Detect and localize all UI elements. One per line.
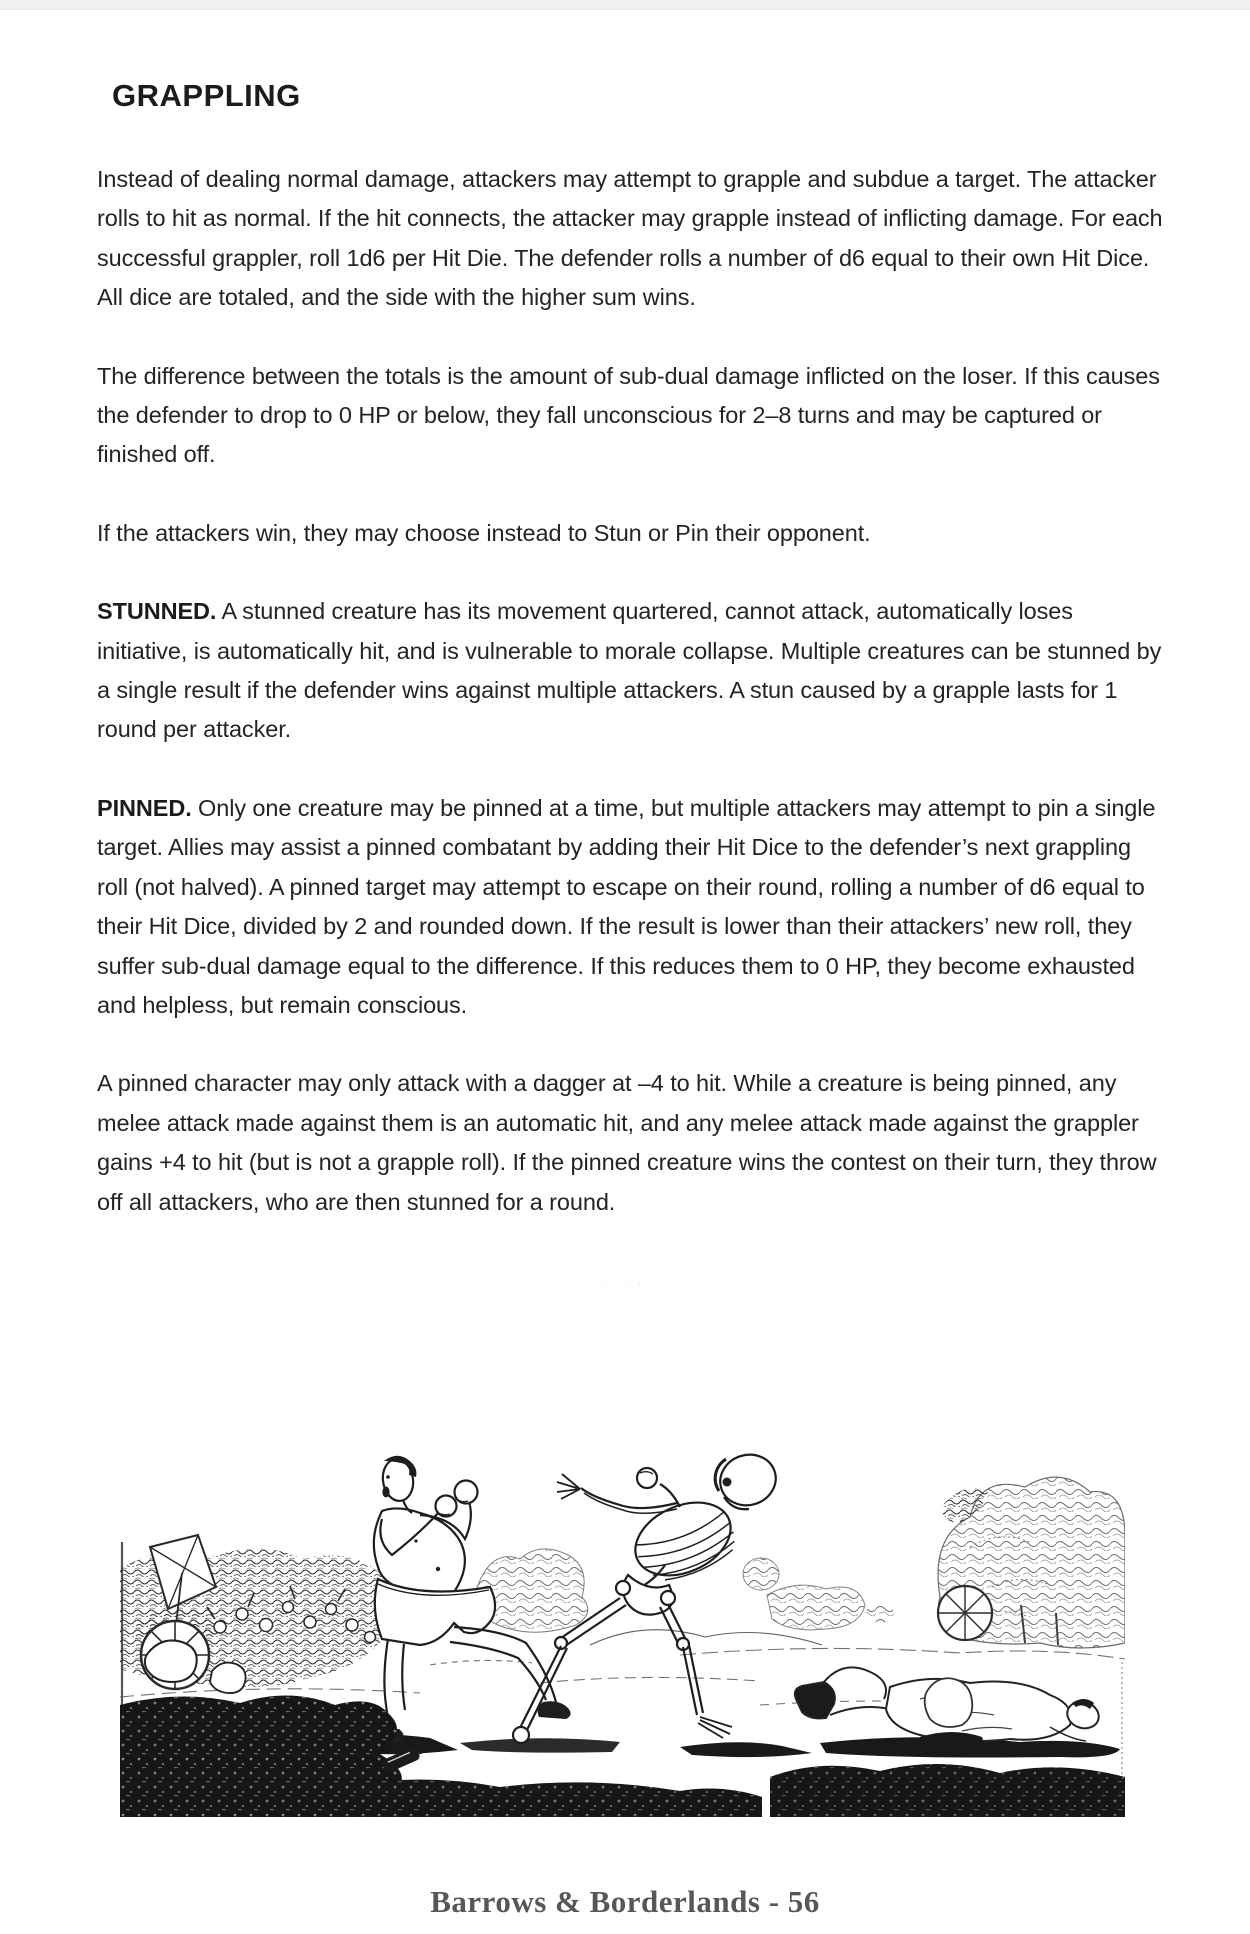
- rock-right: [925, 1678, 973, 1727]
- paragraph-grapple-intro: [97, 160, 1163, 318]
- skeleton-front-foot: [513, 1727, 529, 1743]
- paragraph-text: A stunned creature has its movement quartered, cannot attack, automatically loses initiative, is automatically hit, and is vulnerable to morale collapse. Multiple creatures can be stunned by a single result if the defender wins against multiple attackers. A stun caused by a grapple lasts for 1 round per attacker.: [97, 598, 1162, 743]
- skeleton-right-fist: [637, 1468, 657, 1488]
- paragraph-stun-or-pin: [97, 514, 1163, 553]
- section-heading: GRAPPLING: [112, 78, 301, 113]
- paragraph-pinned: [97, 789, 1163, 1025]
- background-trees: [938, 1477, 1125, 1648]
- skeleton-boxing-illustration: [120, 1447, 1125, 1817]
- paragraph-text: A pinned character may only attack with a dagger at –4 to hit. While a creature is being pinned, any melee attack made against them is an automatic hit, and any melee attack made against the grappler gains +4 to hit (but is not a grapple roll). If the pinned creature wins the contest on their turn, they throw off all attackers, who are then stunned for a round.: [97, 1070, 1157, 1215]
- paragraph-lead-stunned: STUNNED.: [97, 598, 217, 625]
- paragraph-stunned: [97, 592, 1163, 750]
- paragraph-text: Instead of dealing normal damage, attackers may attempt to grapple and subdue a target. The attacker rolls to hit as normal. If the hit connects, the attacker may grapple instead of inflicting damage. For each successful grappler, roll 1d6 per Hit Die. The defender rolls a number of d6 equal to their own Hit Dice. All dice are totaled, and the side with the higher sum wins.: [97, 166, 1163, 311]
- paragraph-lead-pinned: PINNED.: [97, 794, 192, 821]
- paragraph-subdual: [97, 357, 1163, 475]
- boxer-open-mouth: [382, 1487, 389, 1498]
- paragraph-text: The difference between the totals is the amount of sub-dual damage inflicted on the loser. If this causes the defender to drop to 0 HP or below, they fall unconscious for 2–8 turns and may be captured or finished off.: [97, 362, 1160, 468]
- faint-print-artifact: · ··: [600, 1276, 649, 1293]
- paragraph-pinned-attacks: [97, 1064, 1163, 1222]
- page-footer: Barrows & Borderlands - 56: [430, 1884, 820, 1919]
- page-content: [97, 0, 1163, 1261]
- engraving-svg: [120, 1447, 1125, 1817]
- paragraph-text: Only one creature may be pinned at a time, but multiple attackers may attempt to pin a single target. Allies may assist a pinned combatant by adding their Hit Dice to the defender’s next grappling roll (not halved). A pinned target may attempt to escape on their round, rolling a number of d6 equal to their Hit Dice, divided by 2 and rounded down. If the result is lower than their attackers’ new roll, they suffer sub-dual damage equal to the difference. If this reduces them to 0 HP, they become exhausted and helpless, but remain conscious.: [97, 794, 1156, 1018]
- skeleton-eye-socket: [723, 1478, 732, 1487]
- paragraph-text: If the attackers win, they may choose instead to Stun or Pin their opponent.: [97, 519, 871, 546]
